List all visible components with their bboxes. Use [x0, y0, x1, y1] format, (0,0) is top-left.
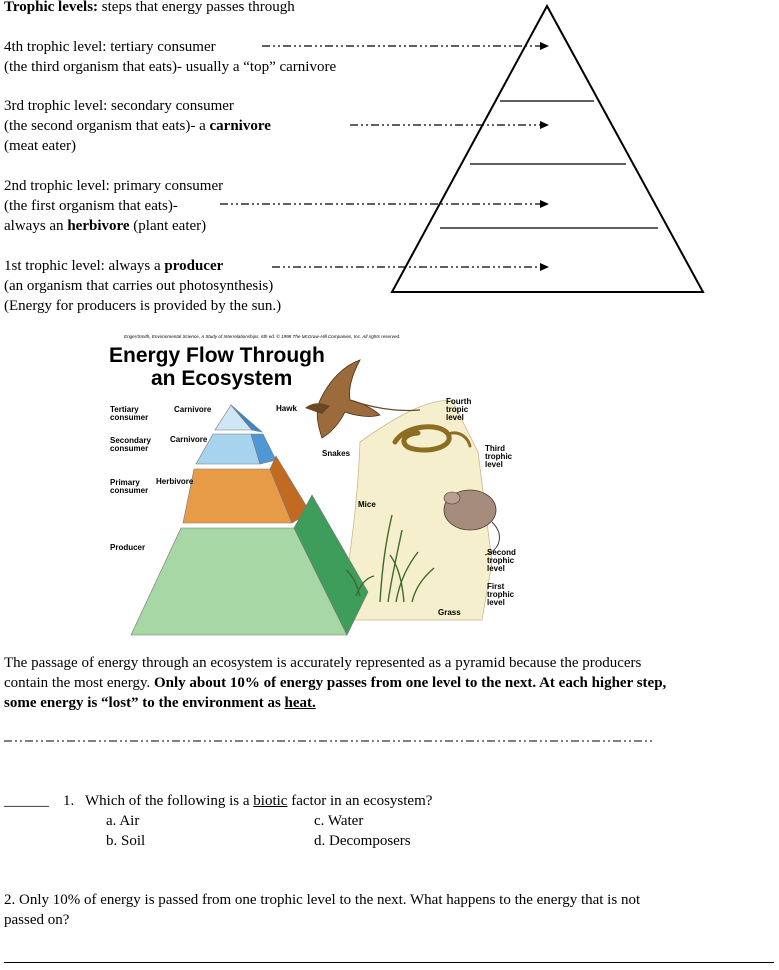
level-2-line-2: (the first organism that eats)- — [4, 198, 178, 214]
q1-option-b[interactable]: b. Soil — [106, 833, 146, 849]
level-2-line-1: 2nd trophic level: primary consumer — [4, 178, 224, 194]
q1-option-c[interactable]: c. Water — [314, 813, 364, 829]
q2-line-1: 2. Only 10% of energy is passed from one trophic level to the next. What happens to the energy that is not — [4, 892, 641, 908]
q1-option-d[interactable]: d. Decomposers — [314, 833, 411, 849]
figure-credit: Enger/Smith, Environmental Science, A Study of Interrelationships, 6th ed. © 1998 The McGraw-Hill Companies, Inc. All rights reserved. — [124, 334, 401, 339]
q1-number: 1. — [63, 793, 75, 809]
label-first-2: trophic — [487, 590, 515, 599]
q1-answer-blank[interactable]: ______ — [4, 793, 49, 809]
level-3-line-1: 3rd trophic level: secondary consumer — [4, 98, 234, 114]
label-hawk: Hawk — [276, 404, 297, 413]
q1-text-pre: Which of the following is a — [85, 793, 254, 809]
figure-title-line-1: Energy Flow Through — [109, 344, 325, 367]
producer-bold: producer — [164, 258, 224, 274]
label-herbivore: Herbivore — [156, 477, 194, 486]
level-4-line-2: (the third organism that eats)- usually a “top” carnivore — [4, 59, 337, 75]
arrowhead-2 — [540, 200, 549, 208]
carnivore-bold: carnivore — [209, 118, 271, 134]
divider — [0, 737, 779, 747]
level-2-line-3-post: (plant eater) — [129, 218, 207, 234]
figure-title-line-2: an Ecosystem — [151, 367, 293, 390]
label-grass: Grass — [438, 608, 461, 617]
label-fourth-3: level — [446, 413, 464, 422]
level-4-line-1: 4th trophic level: tertiary consumer — [4, 39, 216, 55]
label-fourth-1: Fourth — [446, 397, 472, 406]
level-3-line-2-text: (the second organism that eats)- a — [4, 118, 210, 134]
label-secondary-2: consumer — [110, 444, 149, 453]
label-second-2: trophic — [487, 556, 515, 565]
label-third-3: level — [485, 460, 503, 469]
arrowhead-4 — [540, 42, 549, 50]
biotic-underlined: biotic — [253, 793, 288, 809]
q2-line-2: passed on? — [4, 912, 70, 928]
arrowhead-1 — [540, 263, 549, 271]
trophic-pyramid — [392, 6, 703, 292]
level-3-line-3: (meat eater) — [4, 138, 77, 154]
label-carnivore-2: Carnivore — [170, 435, 208, 444]
title-rest: steps that energy passes through — [98, 0, 295, 15]
label-carnivore-1: Carnivore — [174, 405, 212, 414]
q1-text — [85, 792, 432, 811]
paragraph-line-3-bold: some energy is “lost” to the environment as — [4, 695, 285, 711]
label-first-3: level — [487, 598, 505, 607]
label-first-1: First — [487, 582, 505, 591]
label-fourth-2: tropic — [446, 405, 469, 414]
heat-underlined: heat. — [284, 695, 316, 711]
pyramid-tier-top-face — [215, 405, 252, 430]
herbivore-bold: herbivore — [67, 218, 130, 234]
q1-option-a[interactable]: a. Air — [106, 813, 140, 829]
paragraph-line-2 — [4, 674, 666, 693]
level-1-line-3: (Energy for producers is provided by the sun.) — [4, 298, 282, 314]
label-secondary-1: Secondary — [110, 436, 151, 445]
paragraph-line-2-bold: Only about 10% of energy passes from one level to the next. At each higher step, — [153, 675, 667, 691]
paragraph-line-1: The passage of energy through an ecosystem is accurately represented as a pyramid because the producers — [4, 655, 642, 671]
paragraph-line-2-pre: contain the most energy. — [4, 675, 154, 691]
label-second-3: level — [487, 564, 505, 573]
trophic-pyramid-diagram — [0, 0, 779, 330]
paragraph-line-3 — [4, 694, 316, 713]
level-2-line-3-pre: always an — [4, 218, 68, 234]
level-1-line-2: (an organism that carries out photosynthesis) — [4, 278, 274, 294]
label-tertiary-1: Tertiary — [110, 405, 139, 414]
label-primary-1: Primary — [110, 478, 140, 487]
label-third-2: trophic — [485, 452, 513, 461]
label-snakes: Snakes — [322, 449, 351, 458]
label-third-1: Third — [485, 444, 505, 453]
label-producer: Producer — [110, 543, 146, 552]
q1-text-post: factor in an ecosystem? — [287, 793, 433, 809]
q2-answer-line[interactable] — [4, 962, 774, 963]
level-1-line-1-pre: 1st trophic level: always a — [4, 258, 165, 274]
label-mice: Mice — [358, 500, 376, 509]
label-primary-2: consumer — [110, 486, 149, 495]
arrowhead-3 — [540, 121, 549, 129]
title-bold: Trophic levels: — [4, 0, 99, 15]
label-second-1: Second — [487, 548, 516, 557]
label-tertiary-2: consumer — [110, 413, 149, 422]
